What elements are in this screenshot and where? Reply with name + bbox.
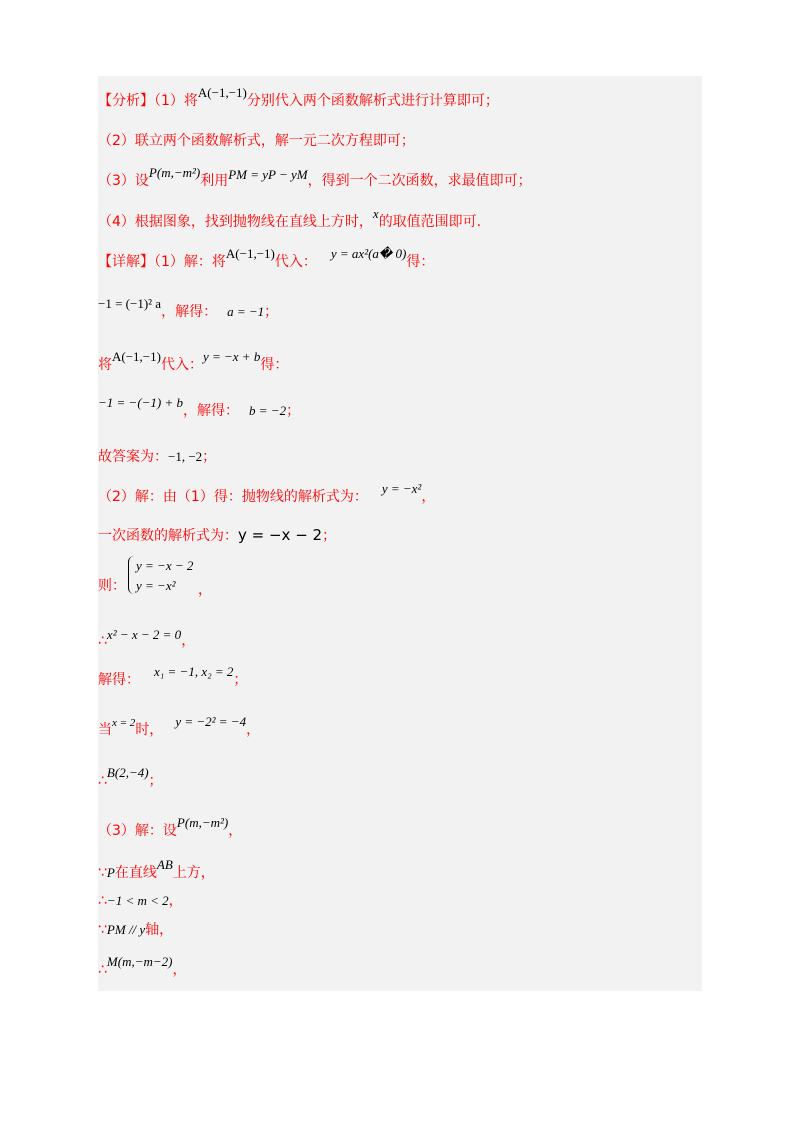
text: （2）解：由（1）得：抛物线的解析式为： bbox=[98, 489, 368, 505]
analysis-line-4 bbox=[98, 206, 482, 231]
text: 一次函数的解析式为： bbox=[98, 528, 238, 544]
text: 得： bbox=[260, 357, 289, 373]
therefore-symbol: ∴ bbox=[98, 773, 107, 789]
because-symbol: ∵ bbox=[98, 865, 107, 881]
math-b-value: b = −2 bbox=[249, 403, 287, 418]
math-a-value: a = −1 bbox=[227, 304, 265, 319]
math-equation: −1 = −(−1) + b bbox=[98, 395, 184, 410]
text: ， bbox=[172, 962, 187, 978]
text: 当 bbox=[98, 722, 112, 738]
text: ，解得： bbox=[183, 403, 240, 419]
text: ， bbox=[228, 823, 243, 839]
text: ； bbox=[202, 449, 217, 465]
text: ， bbox=[421, 489, 436, 505]
detail-line-15 bbox=[98, 714, 261, 740]
detail-line-12 bbox=[98, 577, 126, 595]
therefore-symbol: ∴ bbox=[98, 893, 107, 909]
math-x: x bbox=[372, 206, 379, 221]
text: ， bbox=[181, 633, 196, 649]
text: ，解得： bbox=[161, 304, 218, 320]
detail-line-19 bbox=[98, 892, 183, 910]
text: 则： bbox=[98, 578, 126, 594]
system-comma bbox=[198, 581, 212, 599]
math-linear: y = −x − 2 bbox=[238, 526, 323, 544]
detail-line-18 bbox=[98, 857, 215, 882]
text: ； bbox=[233, 672, 248, 688]
math-answer: −1, −2 bbox=[168, 449, 203, 464]
text: （1）解：将 bbox=[154, 254, 226, 270]
detail-line-10 bbox=[98, 481, 436, 506]
detail-line-16 bbox=[98, 765, 163, 790]
text: 代入： bbox=[160, 357, 203, 373]
text: 在直线 bbox=[114, 865, 157, 881]
math-point-p: P(m,−m²) bbox=[176, 815, 229, 830]
math-point-a: A(−1,−1) bbox=[112, 349, 161, 364]
text: 上方， bbox=[172, 865, 215, 881]
text: 时， bbox=[135, 722, 164, 738]
math-quadratic: x² − x − 2 = 0 bbox=[106, 627, 182, 642]
system-eq-1: y = −x − 2 bbox=[136, 558, 194, 573]
detail-line-8 bbox=[98, 395, 301, 420]
text: ； bbox=[148, 773, 163, 789]
text: ， bbox=[168, 893, 183, 909]
detail-line-13 bbox=[98, 627, 196, 650]
text: 故答案为： bbox=[98, 449, 168, 465]
text: （4）根据图象，找到抛物线在直线上方时， bbox=[98, 214, 373, 230]
detail-line-9 bbox=[98, 448, 216, 466]
detail-line-21 bbox=[98, 954, 187, 979]
text: ； bbox=[286, 403, 301, 419]
math-ab: AB bbox=[156, 857, 173, 872]
math-equation: −1 = (−1)² a bbox=[98, 296, 162, 311]
math-y-value: y = −2² = −4 bbox=[175, 714, 247, 729]
detail-line-17 bbox=[98, 815, 243, 840]
text: （3）设 bbox=[98, 173, 149, 189]
math-parallel: PM // y bbox=[106, 922, 146, 937]
detail-line-11 bbox=[98, 526, 336, 545]
detail-line-6 bbox=[98, 296, 279, 321]
text: ； bbox=[264, 304, 279, 320]
analysis-line-1 bbox=[98, 85, 499, 110]
analysis-line-2 bbox=[98, 132, 415, 150]
detail-line-20 bbox=[98, 921, 173, 939]
detail-line-5 bbox=[98, 246, 435, 271]
text: （3）解：设 bbox=[98, 823, 177, 839]
text: 将 bbox=[98, 357, 112, 373]
because-symbol: ∵ bbox=[98, 922, 107, 938]
text: 轴， bbox=[145, 922, 174, 938]
therefore-symbol: ∴ bbox=[98, 962, 107, 978]
math-x-value: x = 2 bbox=[112, 717, 136, 729]
math-point-b: B(2,−4) bbox=[106, 765, 149, 780]
detail-line-7 bbox=[98, 349, 289, 374]
text: 解得： bbox=[98, 672, 140, 688]
text: ， bbox=[246, 722, 261, 738]
text: ，得到一个二次函数，求最值即可； bbox=[307, 173, 532, 189]
math-pm: PM = yP − yM bbox=[228, 167, 308, 182]
analysis-line-3 bbox=[98, 165, 532, 190]
math-point-a: A(−1,−1) bbox=[225, 246, 275, 261]
detail-line-14 bbox=[98, 664, 248, 689]
math-range: −1 < m < 2 bbox=[106, 893, 169, 908]
text: 分别代入两个函数解析式进行计算即可； bbox=[246, 93, 499, 109]
math-parabola: y = −x² bbox=[381, 481, 422, 496]
math-parabola: y = ax²(a� 0) bbox=[330, 246, 407, 261]
text: ； bbox=[322, 528, 337, 544]
math-point-p: P(m,−m²) bbox=[148, 165, 201, 180]
system-eq-2: y = −x² bbox=[136, 578, 176, 593]
math-point-m: M(m,−m−2) bbox=[106, 954, 173, 969]
math-p: P bbox=[106, 865, 115, 880]
detail-tag: 【详解】 bbox=[98, 254, 154, 270]
math-roots: x₁ = −1, x₂ = 2 bbox=[154, 664, 234, 679]
therefore-symbol: ∴ bbox=[98, 633, 107, 649]
text: 的取值范围即可. bbox=[378, 214, 482, 230]
text: 得： bbox=[406, 254, 435, 270]
text: （1）将 bbox=[154, 93, 198, 109]
math-line: y = −x + b bbox=[202, 349, 261, 364]
analysis-tag: 【分析】 bbox=[98, 93, 154, 109]
math-point-a: A(−1,−1) bbox=[197, 85, 247, 100]
text: 利用 bbox=[200, 173, 229, 189]
text: 代入： bbox=[274, 254, 317, 270]
text: ， bbox=[198, 582, 212, 598]
text: （2）联立两个函数解析式，解一元二次方程即可； bbox=[98, 133, 415, 149]
